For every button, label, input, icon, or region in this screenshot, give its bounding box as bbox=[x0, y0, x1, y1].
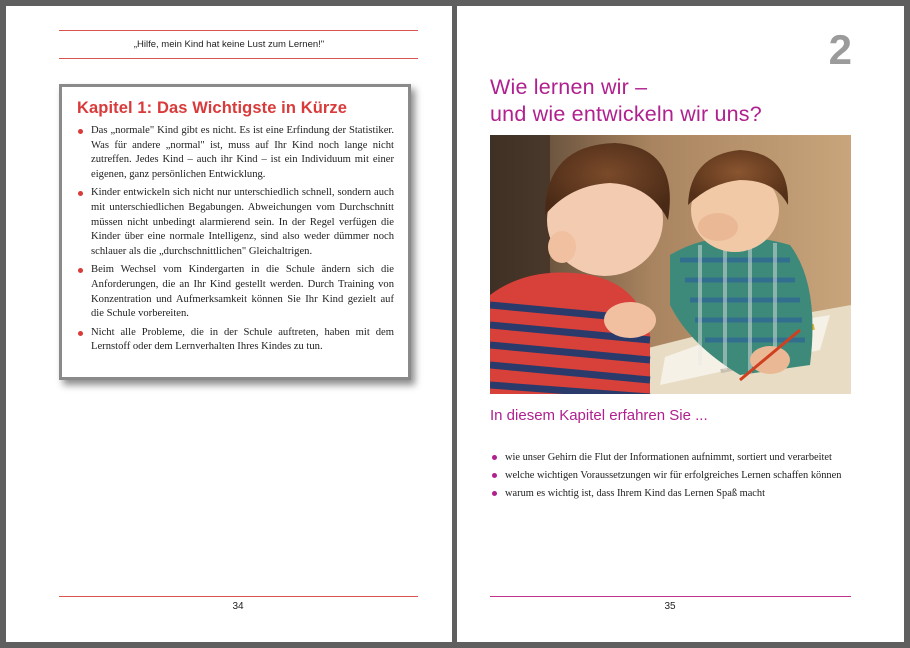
summary-list bbox=[76, 124, 394, 355]
running-head: „Hilfe, mein Kind hat keine Lust zum Lernen!" bbox=[133, 39, 325, 50]
header-rule-top bbox=[59, 30, 418, 31]
chapter-number: 2 bbox=[828, 26, 852, 73]
list-item-text: Nicht alle Probleme, die in der Schule auftreten, haben mit dem Lernstoff oder dem Lernverhalten Ihres Kindes zu tun. bbox=[91, 326, 394, 353]
page-number: 35 bbox=[664, 601, 676, 612]
list-item bbox=[490, 468, 852, 483]
right-page bbox=[457, 6, 904, 642]
list-item-text: Das „normale" Kind gibt es nicht. Es ist eine Erfindung der Statistiker. Was für andere „normal" ist, muss auf Ihr Kind noch lange nicht zutreffen. Jedes Kind – auch ihr Kind – ist ein Individuum mit einer eigenen, ganz persönlichen Entwicklung. bbox=[91, 125, 394, 180]
list-item bbox=[76, 124, 394, 182]
list-item-text: Beim Wechsel vom Kindergarten in die Schule ändern sich die Anforderungen, die an Ihr Kind gestellt werden. Durch Training von Konzentration und Aufmerksamkeit können Sie Ihr Kind gezielt auf die Schule vorbereiten. bbox=[91, 264, 394, 320]
list-item bbox=[76, 186, 394, 259]
left-page bbox=[6, 6, 452, 642]
bullet-icon bbox=[78, 331, 83, 336]
bullet-icon bbox=[78, 129, 83, 134]
list-item-text: wie unser Gehirn die Flut der Informationen aufnimmt, sortiert und verarbeitet bbox=[505, 452, 832, 463]
footer-rule bbox=[490, 596, 851, 597]
chapter-photo bbox=[490, 135, 851, 394]
children-learning-illustration bbox=[490, 135, 851, 394]
bullet-icon bbox=[78, 191, 83, 196]
list-item bbox=[490, 450, 852, 465]
list-item-text: warum es wichtig ist, dass Ihrem Kind das Lernen Spaß macht bbox=[505, 488, 765, 499]
bullet-icon bbox=[492, 491, 497, 496]
list-item bbox=[76, 326, 394, 355]
bullet-icon bbox=[78, 268, 83, 273]
list-item-text: Kinder entwickeln sich nicht nur unterschiedlich schnell, sondern auch mit unterschiedlichen Begabungen. Abweichungen vom Durchschnitt müssen nicht unbedingt alarmierend sein. In der Regel verfügen die Kinder über eine normale Intelligenz, sind also weder dümmer noch schlauer als die „durchschnittlichen" Gleichaltrigen. bbox=[91, 187, 394, 257]
footer-rule bbox=[59, 596, 418, 597]
chapter-title bbox=[490, 74, 762, 128]
list-item bbox=[76, 263, 394, 321]
chapter-title-line1: Wie lernen wir – bbox=[490, 75, 648, 99]
chapter-title-line2: und wie entwickeln wir uns? bbox=[490, 102, 762, 126]
section-title: In diesem Kapitel erfahren Sie ... bbox=[490, 407, 708, 424]
list-item-text: welche wichtigen Voraussetzungen wir für erfolgreiches Lernen schaffen können bbox=[505, 470, 842, 481]
summary-box-title: Kapitel 1: Das Wichtigste in Kürze bbox=[77, 99, 348, 117]
bullet-icon bbox=[492, 455, 497, 460]
bullet-icon bbox=[492, 473, 497, 478]
chapter-topics-list bbox=[490, 450, 852, 504]
summary-box bbox=[59, 84, 411, 380]
header-rule-bottom bbox=[59, 58, 418, 59]
page-number: 34 bbox=[232, 601, 244, 612]
list-item bbox=[490, 486, 852, 501]
